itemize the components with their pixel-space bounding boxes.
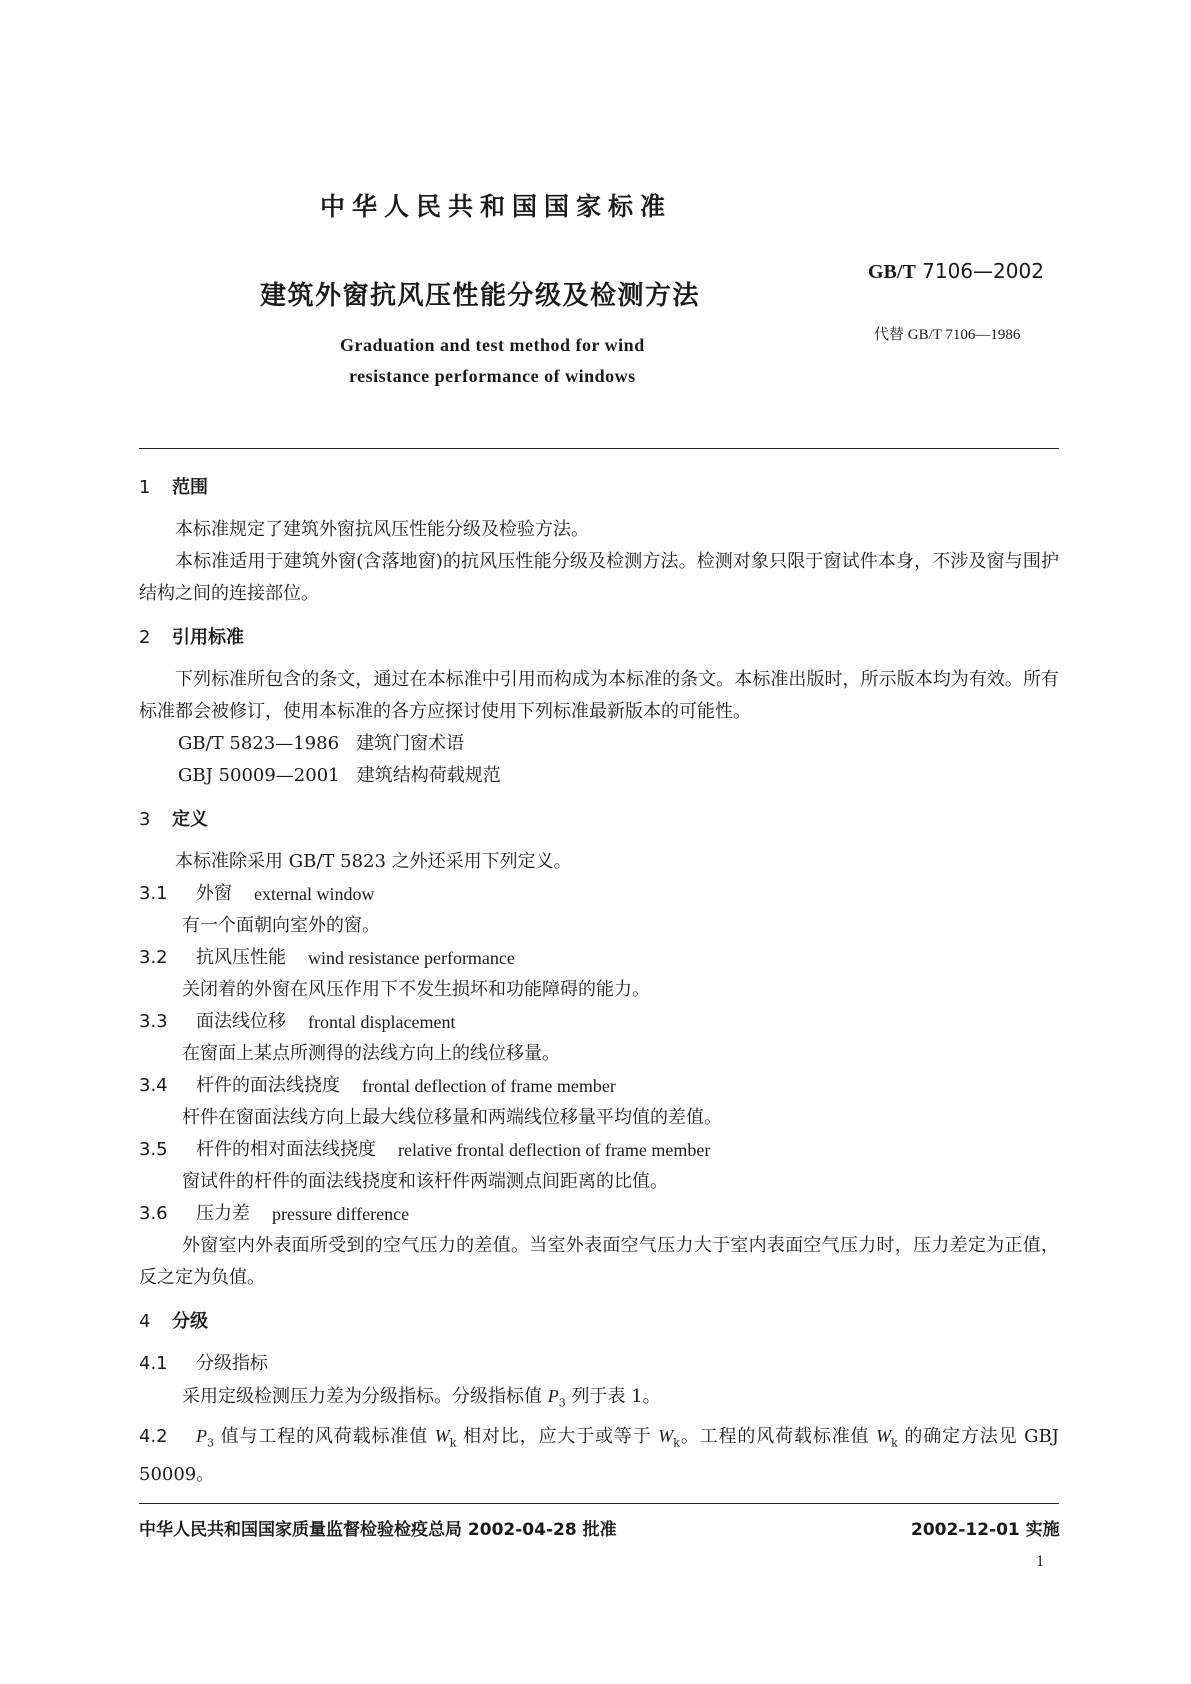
clause-title: 分级指标 xyxy=(196,1353,268,1374)
term-definition: 杆件在窗面法线方向上最大线位移量和两端线位移量平均值的差值。 xyxy=(182,1107,722,1128)
paragraph: 本标准规定了建筑外窗抗风压性能分级及检验方法。 xyxy=(175,519,589,540)
clause-heading xyxy=(139,1348,1059,1380)
standard-number xyxy=(868,259,1044,284)
subscript: 3 xyxy=(207,1436,214,1450)
effective-date: 2002-12-01 实施 xyxy=(911,1520,1060,1540)
section-title: 定义 xyxy=(172,809,208,830)
clause-4-2 xyxy=(139,1420,1059,1492)
term-zh: 面法线位移 xyxy=(196,1011,286,1032)
page-number: 1 xyxy=(1036,1553,1044,1570)
clause-text xyxy=(139,1380,1059,1420)
term-heading xyxy=(139,1134,1059,1166)
document-title-zh: 建筑外窗抗风压性能分级及检测方法 xyxy=(260,281,701,311)
term-number: 3.2 xyxy=(139,947,168,968)
term-en: pressure difference xyxy=(272,1204,410,1224)
term-heading xyxy=(139,1070,1059,1102)
term-heading xyxy=(139,1198,1059,1230)
text-run: 值与工程的风荷载标准值 xyxy=(214,1425,435,1447)
term-en: frontal displacement xyxy=(308,1012,456,1032)
standard-code: GB/T xyxy=(868,261,916,283)
text-run: 的确定方法见 GBJ 50009。 xyxy=(139,1425,1059,1486)
paragraph: 本标准除采用 GB/T 5823 之外还采用下列定义。 xyxy=(175,851,572,872)
term-heading xyxy=(139,1006,1059,1038)
variable-w: W xyxy=(658,1425,674,1446)
term-definition: 外窗室内外表面所受到的空气压力的差值。当室外表面空气压力大于室内表面空气压力时，压力差定为正值，反之定为负值。 xyxy=(139,1235,1059,1288)
term-en: external window xyxy=(254,884,375,904)
section-heading-4 xyxy=(139,1306,1059,1338)
term-heading xyxy=(139,942,1059,974)
standard-num-year: 7106—2002 xyxy=(915,259,1044,283)
variable-w: W xyxy=(876,1425,892,1446)
term-zh: 外窗 xyxy=(196,883,232,904)
clause-number: 4.2 xyxy=(139,1425,168,1447)
term-zh: 抗风压性能 xyxy=(196,947,286,968)
approval-line: 中华人民共和国国家质量监督检验检疫总局 2002-04-28 批准 xyxy=(139,1520,617,1540)
term-zh: 杆件的相对面法线挠度 xyxy=(196,1139,376,1160)
document-title-en-line2: resistance performance of windows xyxy=(349,366,636,386)
subscript: k xyxy=(673,1436,680,1450)
national-standard-heading: 中华人民共和国国家标准 xyxy=(320,192,673,221)
variable-p: P xyxy=(547,1386,559,1406)
term-zh: 压力差 xyxy=(196,1203,250,1224)
variable-p: P xyxy=(196,1425,207,1446)
subscript: k xyxy=(449,1436,457,1450)
paragraph: 下列标准所包含的条文，通过在本标准中引用而构成为本标准的条文。本标准出版时，所示版本均为有效。所有标准都会被修订，使用本标准的各方应探讨使用下列标准最新版本的可能性。 xyxy=(139,669,1059,722)
document-body xyxy=(139,472,1059,1491)
section-number: 4 xyxy=(139,1311,151,1332)
replaces-standard: 代替 GB/T 7106—1986 xyxy=(874,327,1021,343)
term-definition: 在窗面上某点所测得的法线方向上的线位移量。 xyxy=(182,1043,560,1064)
term-number: 3.4 xyxy=(139,1075,168,1096)
reference-entry: GB/T 5823—1986 建筑门窗术语 xyxy=(178,733,465,754)
text-run: 列于表 1。 xyxy=(565,1386,661,1407)
variable-w: W xyxy=(434,1425,450,1446)
term-number: 3.5 xyxy=(139,1139,168,1160)
term-heading xyxy=(139,878,1059,910)
section-heading-3 xyxy=(139,804,1059,836)
section-title: 范围 xyxy=(172,477,208,498)
term-en: relative frontal deflection of frame member xyxy=(398,1140,711,1160)
reference-entry: GBJ 50009—2001 建筑结构荷载规范 xyxy=(178,765,501,786)
section-number: 1 xyxy=(139,477,151,498)
term-definition: 窗试件的杆件的面法线挠度和该杆件两端测点间距离的比值。 xyxy=(182,1171,668,1192)
section-number: 2 xyxy=(139,627,151,648)
term-number: 3.1 xyxy=(139,883,168,904)
term-number: 3.6 xyxy=(139,1203,168,1224)
term-definition: 关闭着的外窗在风压作用下不发生损坏和功能障碍的能力。 xyxy=(182,979,650,1000)
term-en: wind resistance performance xyxy=(308,948,515,968)
section-title: 分级 xyxy=(172,1311,208,1332)
text-run: 相对比，应大于或等于 xyxy=(456,1425,659,1447)
clause-number: 4.1 xyxy=(139,1353,168,1374)
subscript: 3 xyxy=(558,1396,566,1410)
section-title: 引用标准 xyxy=(172,627,244,648)
section-heading-2 xyxy=(139,622,1059,654)
term-definition: 有一个面朝向室外的窗。 xyxy=(182,915,380,936)
paragraph: 本标准适用于建筑外窗(含落地窗)的抗风压性能分级及检测方法。检测对象只限于窗试件本身，不涉及窗与围护结构之间的连接部位。 xyxy=(139,551,1059,604)
document-title-en-line1: Graduation and test method for wind xyxy=(340,335,645,355)
section-number: 3 xyxy=(139,809,151,830)
section-heading-1 xyxy=(139,472,1059,504)
term-zh: 杆件的面法线挠度 xyxy=(196,1075,340,1096)
subscript: k xyxy=(891,1436,898,1450)
header-divider xyxy=(139,448,1059,449)
term-en: frontal deflection of frame member xyxy=(362,1076,616,1096)
text-run: 采用定级检测压力差为分级指标。分级指标值 xyxy=(182,1386,548,1407)
term-number: 3.3 xyxy=(139,1011,168,1032)
text-run: 。工程的风荷载标准值 xyxy=(679,1425,877,1447)
footer-divider xyxy=(139,1503,1059,1504)
